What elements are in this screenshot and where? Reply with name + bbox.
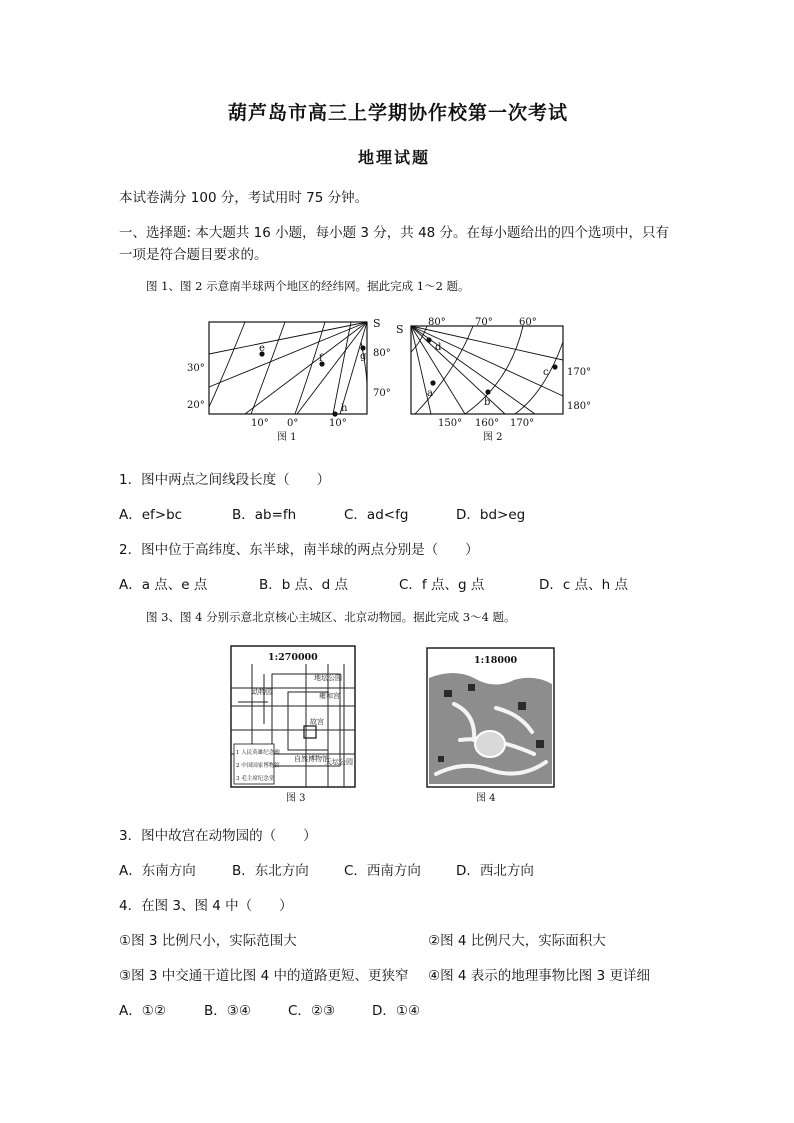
figure-caption-1-2: 图 1、图 2 示意南半球两个地区的经纬网。据此完成 1～2 题。	[146, 279, 470, 293]
pole-label: S	[396, 323, 404, 336]
figure-3-label: 图 3	[286, 793, 306, 804]
lat-label-20: 20°	[187, 400, 205, 411]
lon-label-10e: 10°	[329, 418, 347, 429]
question-1-stem: 1．图中两点之间线段长度（ ）	[119, 472, 331, 488]
question-2-option-c[interactable]: C．f 点、g 点	[399, 577, 485, 593]
place-temple-of-heaven: 天坛公园	[325, 758, 353, 766]
lon-label-170-right: 170°	[567, 367, 592, 378]
exam-title: 葫芦岛市高三上学期协作校第一次考试	[228, 102, 569, 124]
question-2-stem: 2．图中位于高纬度、东半球，南半球的两点分别是（ ）	[119, 542, 479, 558]
question-1-option-a[interactable]: A．ef>bc	[119, 507, 183, 523]
question-4-statement-1: ①图 3 比例尺小，实际范围大	[119, 933, 297, 949]
lon-label-150: 150°	[438, 418, 463, 429]
place-natural-history-museum: 自然博物馆	[294, 755, 329, 763]
question-4-statement-3: ③图 3 中交通干道比图 4 中的道路更短、更狭窄	[119, 968, 409, 984]
lon-label-180: 180°	[567, 401, 592, 412]
place-ditan-park: 地坛公园	[314, 674, 342, 682]
question-4-statement-2: ②图 4 比例尺大，实际面积大	[428, 933, 606, 949]
question-4-option-b[interactable]: B．③④	[204, 1003, 251, 1019]
question-4-option-c[interactable]: C．②③	[288, 1003, 336, 1019]
exam-intro: 本试卷满分 100 分，考试用时 75 分钟。	[119, 190, 369, 206]
point-h-label: h	[341, 403, 348, 414]
figure-caption-3-4: 图 3、图 4 分别示意北京核心主城区、北京动物园。据此完成 3～4 题。	[146, 610, 516, 624]
point-b-label: b	[484, 397, 491, 408]
lon-label-80: 80°	[428, 317, 446, 328]
question-2-option-d[interactable]: D．c 点、h 点	[539, 577, 628, 593]
place-forbidden-city: 故宫	[310, 718, 324, 726]
lon-label-80: 80°	[373, 348, 391, 359]
section-instructions-line1: 一、选择题: 本大题共 16 小题，每小题 3 分，共 48 分。在每小题给出的四个选项中，只有	[119, 225, 670, 241]
point-a-label: a	[427, 388, 433, 399]
question-3-option-a[interactable]: A．东南方向	[119, 863, 196, 879]
exam-subtitle: 地理试题	[358, 148, 431, 167]
lon-label-10w: 10°	[251, 418, 269, 429]
question-1-option-c[interactable]: C．ad<fg	[344, 507, 409, 523]
lon-label-60: 60°	[519, 317, 537, 328]
question-4-statement-4: ④图 4 表示的地理事物比图 3 更详细	[428, 968, 650, 984]
lon-label-170-bottom: 170°	[510, 418, 535, 429]
figure-3-map	[228, 644, 358, 806]
question-2-option-a[interactable]: A．a 点、e 点	[119, 577, 208, 593]
lon-label-0: 0°	[287, 418, 299, 429]
point-g-label: g	[360, 351, 367, 362]
figure-1-graticule	[185, 312, 395, 447]
section-instructions-line2: 一项是符合题目要求的。	[119, 247, 268, 263]
lon-label-70: 70°	[373, 388, 391, 399]
figure-2-graticule	[395, 312, 605, 447]
place-zoo: 动物园	[252, 688, 273, 696]
question-3-option-c[interactable]: C．西南方向	[344, 863, 421, 879]
point-e-label: e	[259, 343, 265, 354]
question-3-option-b[interactable]: B．东北方向	[232, 863, 309, 879]
question-3-option-d[interactable]: D．西北方向	[456, 863, 534, 879]
lon-label-160: 160°	[475, 418, 500, 429]
place-yonghe-temple: 雍和宫	[319, 692, 340, 700]
point-c-label: c	[543, 367, 549, 378]
question-4-option-d[interactable]: D．①④	[372, 1003, 421, 1019]
lat-label-30: 30°	[187, 363, 205, 374]
question-1-option-d[interactable]: D．bd>eg	[456, 507, 526, 523]
question-4-stem: 4．在图 3、图 4 中（ ）	[119, 898, 293, 914]
question-3-stem: 3．图中故宫在动物园的（ ）	[119, 828, 317, 844]
legend-item-1: 1 人民英雄纪念碑	[236, 750, 280, 756]
question-1-option-b[interactable]: B．ab=fh	[232, 507, 297, 523]
figure-4-label: 图 4	[476, 793, 496, 804]
figure-2-label: 图 2	[483, 432, 503, 443]
question-4-option-a[interactable]: A．①②	[119, 1003, 166, 1019]
figure-1-label: 图 1	[277, 432, 297, 443]
question-2-option-b[interactable]: B．b 点、d 点	[259, 577, 348, 593]
point-f-label: f	[319, 353, 323, 364]
legend-item-3: 3 毛主席纪念堂	[236, 776, 275, 782]
figure-3-scale: 1:270000	[268, 652, 318, 663]
point-d-label: d	[435, 342, 442, 353]
lon-label-70: 70°	[475, 317, 493, 328]
figure-4-map	[424, 644, 558, 806]
pole-label: S	[373, 317, 381, 330]
figure-4-scale: 1:18000	[474, 655, 518, 666]
legend-item-2: 2 中国国家博物馆	[236, 763, 280, 769]
